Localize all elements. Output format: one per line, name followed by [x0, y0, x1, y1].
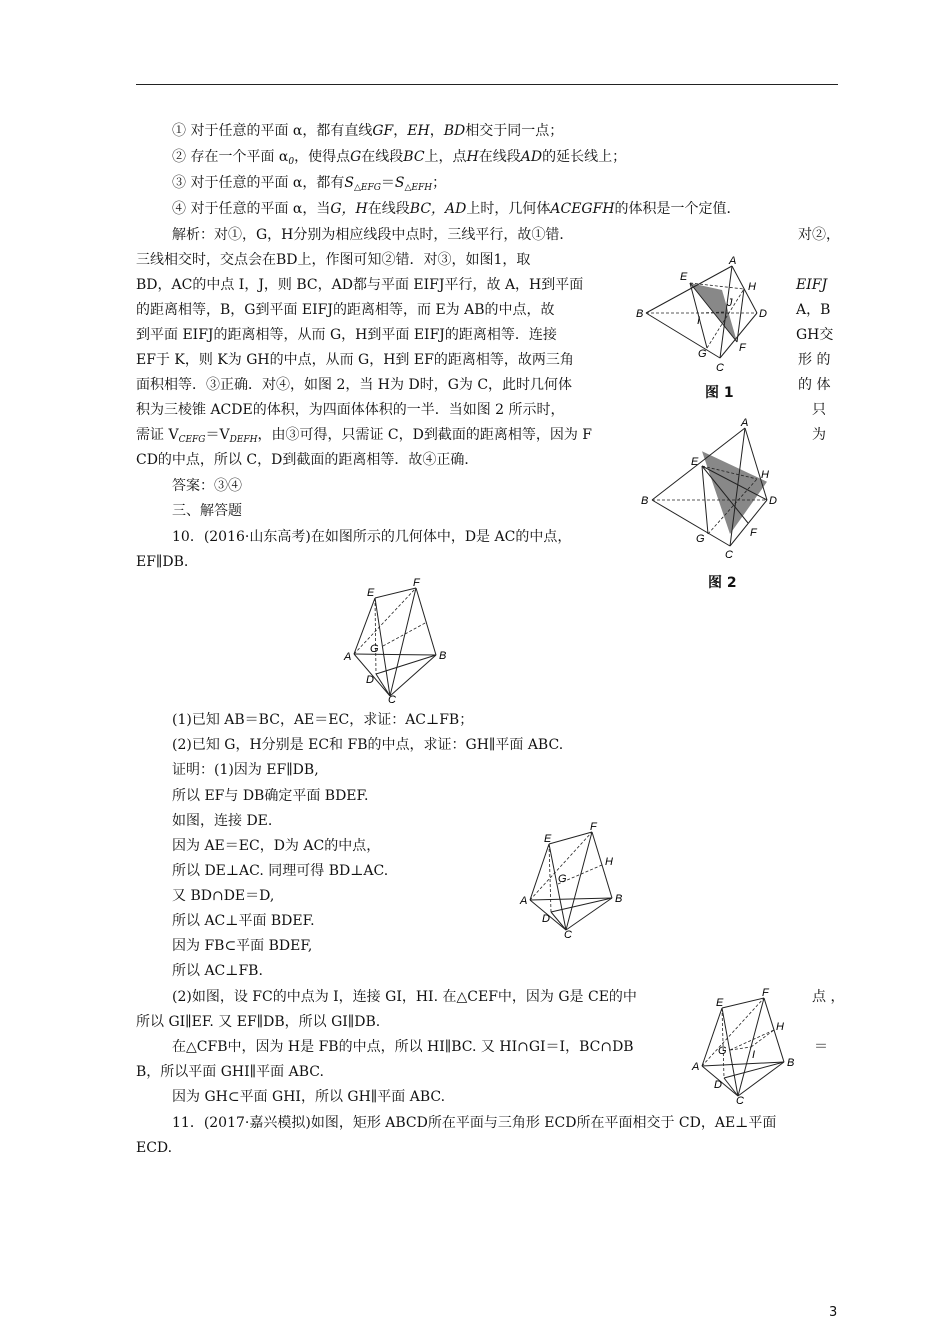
q10-part2-line-e: 因为 GH⊂平面 GHI，所以 GH∥平面 ABC. [172, 1089, 446, 1105]
figure-proof-1 [520, 821, 630, 941]
proof-line-4: 因为 AE＝EC，D为 AC的中点， [172, 838, 381, 854]
proof-line-8: 因为 FB⊂平面 BDEF, [172, 938, 313, 954]
statement-4: ④ 对于任意的平面 α，当G，H在线段BC，AD上时，几何体ACEGFH的体积是一个定值． [172, 201, 741, 217]
fig3-label-b: B [439, 650, 447, 662]
analysis-line-8-right: 只 [812, 402, 826, 418]
q10-part-2: (2)已知 G，H分别是 EC和 FB的中点，求证：GH∥平面 ABC. [172, 737, 564, 753]
figure-2 [640, 417, 790, 561]
q10-line-2: EF∥DB. [136, 554, 189, 570]
analysis-line-2: 三线相交时，交点会在BD上，作图可知②错．对③，如图1，取 [136, 252, 531, 268]
fig5-label-i: I [752, 1049, 756, 1061]
fig3-label-g: G [370, 643, 379, 655]
fig2-label-e: E [691, 456, 699, 468]
proof-line-1: 证明：(1)因为 EF∥DB, [172, 762, 319, 778]
proof-line-3: 如图，连接 DE. [172, 813, 273, 829]
fig2-label-a: A [741, 417, 749, 429]
analysis-line-6: EF于 K，则 K为 GH的中点，从而 G，H到 EF的距离相等，故两三角 [136, 352, 574, 368]
analysis-line-7: 面积相等．③正确．对④，如图 2，当 H为 D时，G为 C，此时几何体 [136, 377, 573, 393]
fig1-label-d: D [759, 308, 767, 320]
fig4-label-d: D [542, 913, 550, 925]
fig3-label-e: E [367, 587, 375, 599]
fig2-label-g: G [696, 533, 705, 545]
fig1-label-h: H [748, 281, 756, 293]
proof-line-2: 所以 EF与 DB确定平面 BDEF. [172, 788, 369, 804]
q11-line-2: ECD. [136, 1140, 173, 1156]
analysis-line-5: 到平面 EIFJ的距离相等，从而 G，H到平面 EIFJ的距离相等．连接 [136, 327, 557, 343]
analysis-line-7-right: 的 体 [798, 377, 831, 393]
fig5-label-f: F [762, 987, 769, 999]
figure-1-caption: 图 1 [705, 385, 734, 401]
q10-part2-line-d: B，所以平面 GHI∥平面 ABC. [136, 1064, 324, 1080]
analysis-line-5-right: GH交 [796, 327, 834, 343]
fig2-label-b: B [641, 495, 649, 507]
statement-1: ① 对于任意的平面 α，都有直线GF，EH，BD相交于同一点； [172, 123, 564, 139]
fig1-label-b: B [636, 308, 644, 320]
fig3-label-d: D [366, 674, 374, 686]
fig5-label-h: H [776, 1021, 784, 1033]
figure-2-caption: 图 2 [708, 575, 737, 591]
header-rule [136, 84, 838, 85]
analysis-line-10: CD的中点，所以 C，D到截面的距离相等．故④正确． [136, 452, 479, 468]
fig5-label-c: C [736, 1095, 744, 1107]
fig5-label-e: E [716, 997, 724, 1009]
analysis-line-3: BD，AC的中点 I，J，则 BC，AD都与平面 EIFJ平行，故 A，H到平面 [136, 277, 584, 293]
fig4-label-c: C [564, 929, 572, 941]
q10-part2-line-c-right: ＝ [814, 1039, 828, 1055]
fig1-label-g: G [698, 348, 707, 360]
page-number: 3 [829, 1305, 838, 1320]
fig1-label-f: F [739, 342, 746, 354]
q10-part2-line-a: (2)如图，设 FC的中点为 I，连接 GI，HI. 在△CEF中，因为 G是 CE的中 [172, 989, 637, 1005]
q10-line-1: 10．(2016·山东高考)在如图所示的几何体中，D是 AC的中点， [172, 529, 572, 545]
q10-part2-line-b: 所以 GI∥EF. 又 EF∥DB，所以 GI∥DB. [136, 1014, 381, 1030]
fig5-label-a: A [692, 1061, 700, 1073]
analysis-line-9: 需证 $V_{CEFG}=V_{DEFH}$，由③可得，只需证 C，D到截面的距离相等，因为 F [136, 427, 593, 445]
analysis-line-9-right: 为 [812, 427, 826, 443]
proof-line-7: 所以 AC⊥平面 BDEF. [172, 913, 315, 929]
fig2-label-c: C [725, 549, 733, 561]
analysis-line-6-right: 形 的 [798, 352, 831, 368]
proof-line-9: 所以 AC⊥FB. [172, 963, 263, 979]
q10-part2-line-a-right: 点 ， [812, 989, 845, 1005]
fig5-label-b: B [787, 1057, 795, 1069]
analysis-line-4: 的距离相等，B，G到平面 EIFJ的距离相等，而 E为 AB的中点，故 [136, 302, 555, 318]
analysis-line-3-right: EIFJ [796, 277, 828, 293]
fig1-label-a: A [729, 255, 737, 267]
section-heading: 三、解答题 [172, 503, 242, 519]
fig5-label-g: G [718, 1045, 727, 1057]
q10-part-1: (1)已知 AB＝BC，AE＝EC，求证：AC⊥FB； [172, 712, 474, 728]
fig4-label-g: G [558, 873, 567, 885]
analysis-line-1-right: 对②， [798, 227, 840, 243]
fig5-label-d: D [714, 1079, 722, 1091]
fig4-label-e: E [544, 833, 552, 845]
fig2-label-d: D [769, 495, 777, 507]
analysis-line-8: 积为三棱锥 ACDE的体积，为四面体体积的一半．当如图 2 所示时， [136, 402, 565, 418]
analysis-line-1: 解析：对①，G，H分别为相应线段中点时，三线平行，故①错． [172, 227, 574, 243]
statement-3: ③ 对于任意的平面 α，都有$S_{\triangle EFG}=S_{\triangle EFH}$； [172, 175, 447, 193]
q10-part2-line-c: 在△CFB中，因为 H是 FB的中点，所以 HI∥BC. 又 HI∩GI＝I，BC∩DB [172, 1039, 634, 1055]
fig4-label-b: B [615, 893, 623, 905]
answer: 答案：③④ [172, 478, 242, 494]
fig1-label-j: J [727, 297, 733, 309]
fig1-label-e: E [680, 271, 688, 283]
statement-2: ② 存在一个平面 $\alpha_0$，使得点G在线段BC上，点H在线段AD的延长线上； [172, 149, 627, 167]
q11-line-1: 11．(2017·嘉兴模拟)如图，矩形 ABCD所在平面与三角形 ECD所在平面相交于 CD，AE⊥平面 [172, 1115, 777, 1131]
fig3-label-a: A [344, 651, 352, 663]
figure-1 [636, 255, 790, 388]
figure-q10 [340, 577, 460, 706]
fig2-label-h: H [761, 469, 769, 481]
fig4-label-f: F [590, 821, 597, 833]
fig1-label-c: C [716, 362, 724, 374]
figure-proof-2 [692, 987, 802, 1107]
fig1-label-i: I [697, 315, 701, 327]
fig4-label-h: H [605, 856, 613, 868]
proof-line-6: 又 BD∩DE＝D, [172, 888, 275, 904]
fig3-label-f: F [413, 577, 420, 589]
fig3-label-c: C [388, 694, 396, 706]
proof-line-5: 所以 DE⊥AC. 同理可得 BD⊥AC. [172, 863, 389, 879]
fig4-label-a: A [520, 895, 528, 907]
analysis-line-4-right: A，B [796, 302, 831, 318]
fig2-label-f: F [750, 527, 757, 539]
